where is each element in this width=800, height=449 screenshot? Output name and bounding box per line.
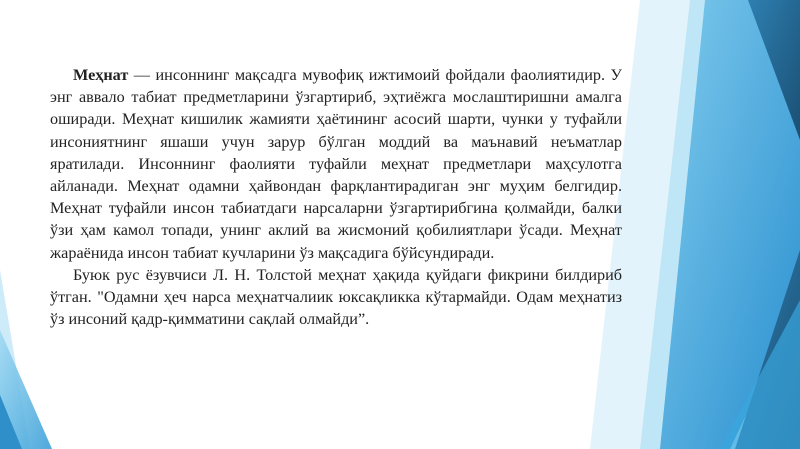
paragraph-tolstoy-quote [50,264,622,331]
paragraph-mehnat-definition [50,64,622,264]
slide-body [50,64,622,330]
paragraph-1-text: — инсоннинг мақсадга мувофиқ ижтимоий фойдали фаолиятидир. У энг аввало табиат предметларини ўзгартириб, эҳтиёжга мослаштиришни амалга оширади. Меҳнат кишилик жамияти ҳаётининг асосий шарти, чунки у туфайли инсониятнинг яшаши учун зарур бўлган моддий ва маънавий неъматлар яратилади. Инсоннинг фаолияти туфайли меҳнат предметлари маҳсулотга айланади. Меҳнат одамни ҳайвондан фарқлантирадиган энг муҳим белгидир. Меҳнат туфайли инсон табиатдаги нарсаларни ўзгартирибгина қолмайди, балки ўзи ҳам камол топади, унинг аклий ва жисмоний қобилиятлари ўсади. Меҳнат жараёнида инсон табиат кучларини ўз мақсадига бўйсундиради. [50,66,622,262]
term-mehnat: Меҳнат [73,66,129,84]
paragraph-2-text: Буюк рус ёзувчиси Л. Н. Толстой меҳнат ҳақида қуйдаги фикрини билдириб ўтган. "Одамни ҳеч нарса меҳнатчалиик юксақликка кўтармайди. Одам меҳнатиз ўз инсоний қадр-қимматини сақлай олмайди”. [50,265,622,329]
